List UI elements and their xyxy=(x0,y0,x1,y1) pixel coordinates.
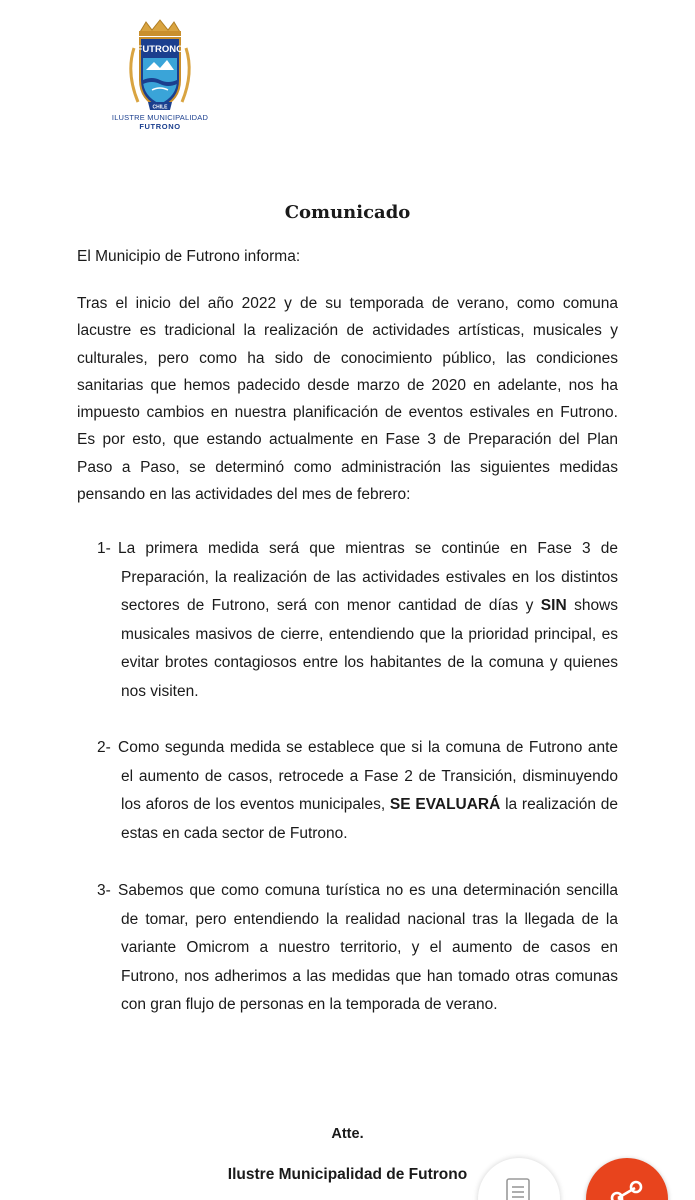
item-body xyxy=(118,535,619,707)
item-text: Como segunda medida se establece que si la comuna de Futrono ante el aumento de casos, retrocede a Fase 2 de Transición, disminuyendo los aforos de los eventos municipales, xyxy=(118,739,618,814)
item-number: 2- xyxy=(97,739,111,756)
measure-item-1 xyxy=(97,535,618,707)
logo-caption xyxy=(100,113,220,131)
coat-of-arms-icon xyxy=(112,18,208,118)
document-icon xyxy=(506,1178,530,1200)
measure-item-3 xyxy=(97,877,618,1020)
item-text: La primera medida será que mientras se continúe en Fase 3 de Preparación, la realización de las actividades estivales en los distintos sectores de Futrono, será con menor cantidad de días y xyxy=(118,540,618,615)
item-bold-text: SIN xyxy=(540,597,567,615)
document-title: Comunicado xyxy=(284,202,411,223)
main-paragraph: Tras el inicio del año 2022 y de su temporada de verano, como comuna lacustre es tradicional la realización de actividades artísticas, musicales y culturales, pero como ha sido de conocimiento público, las condiciones sanitarias que hemos padecido desde marzo de 2020 en adelante, nos ha impuesto cambios en nuestra planificación de eventos estivales en Futrono. Es por esto, que estando actualmente en Fase 3 de Preparación del Plan Paso a Paso, se determinó como administración las siguientes medidas pensando en las actividades del mes de febrero: xyxy=(77,295,618,504)
item-body xyxy=(118,877,618,1020)
chile-text: CHILE xyxy=(152,104,168,111)
measure-item-2 xyxy=(97,734,618,848)
item-number: 1- xyxy=(97,540,111,557)
item-text: la realización de estas en cada sector de Futrono. xyxy=(121,796,618,842)
item-text: shows musicales masivos de cierre, entendiendo que la prioridad principal, es evitar brotes contagiosos entre los habitantes de la comuna y quienes nos visiten. xyxy=(121,597,619,700)
logo-caption-line2: FUTRONO xyxy=(139,122,181,131)
logo-caption-line1: ILUSTRE MUNICIPALIDAD xyxy=(111,113,209,122)
item-body xyxy=(118,734,618,848)
shield-text: FUTRONO xyxy=(136,44,184,55)
item-text: Sabemos que como comuna turística no es una determinación sencilla de tomar, pero entendiendo la realidad nacional tras la llegada de la variante Omicrom a nuestro territorio, y el aumento de casos en Futrono, nos adherimos a las medidas que han tomado otras comunas con gran flujo de personas en la temporada de verano. xyxy=(118,882,618,1014)
item-number: 3- xyxy=(97,882,111,899)
share-icon xyxy=(606,1174,648,1200)
closing-text: Atte. xyxy=(331,1126,364,1142)
item-bold-text: SE EVALUARÁ xyxy=(389,796,501,814)
signature-text: Ilustre Municipalidad de Futrono xyxy=(227,1166,468,1183)
intro-line: El Municipio de Futrono informa: xyxy=(77,248,301,265)
